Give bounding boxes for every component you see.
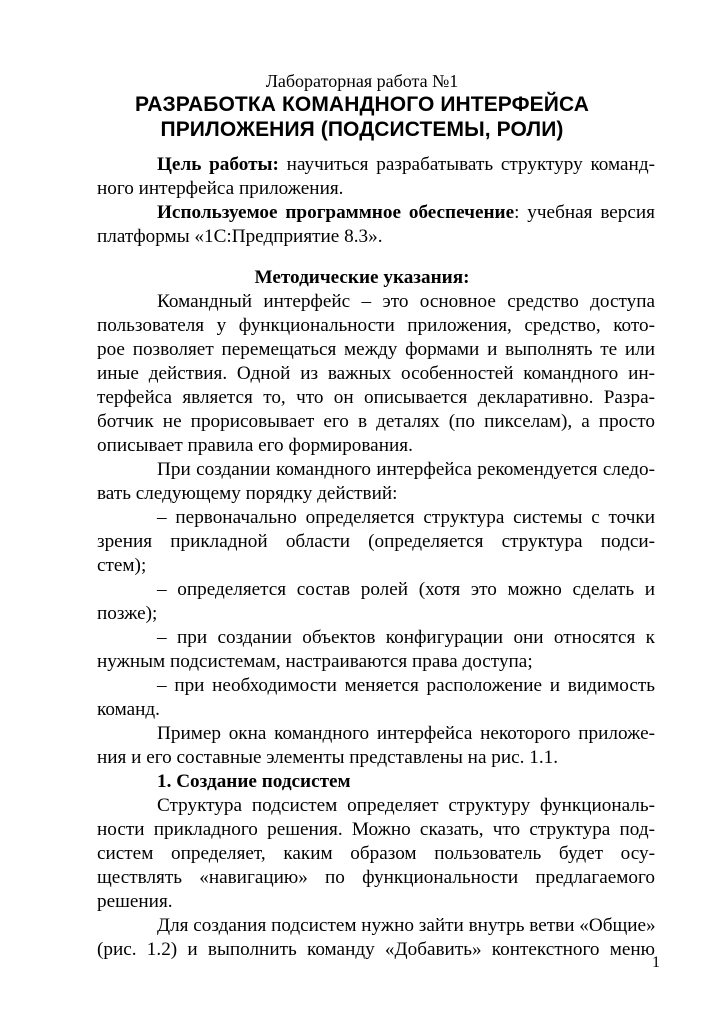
method-p1-line: иные действия. Одной из важных особенностей командного ин-: [97, 363, 655, 384]
method-p3-line: Пример окна командного интерфейса некоторого приложе-: [157, 723, 655, 744]
software-line-1: [157, 201, 655, 225]
method-p1-line: ботчик не прорисовывает его в деталях (по пикселам), а просто: [97, 411, 655, 432]
goal-text: научиться разрабатывать структуру команд-: [278, 154, 655, 175]
title-line-1: РАЗРАБОТКА КОМАНДНОГО ИНТЕРФЕЙСА: [135, 93, 589, 116]
title-line-2: ПРИЛОЖЕНИЯ (ПОДСИСТЕМЫ, РОЛИ): [160, 118, 564, 141]
method-p2-line: вать следующему порядку действий:: [97, 483, 398, 504]
section-1-p2-line: (рис. 1.2) и выполнить команду «Добавить» контекстного меню: [97, 939, 655, 960]
list-item-4-line: команд.: [97, 699, 160, 720]
list-item-4-line: – при необходимости меняется расположение и видимость: [157, 675, 655, 696]
method-heading: Методические указания:: [254, 267, 470, 288]
section-1-p1-line: систем определяет, каким образом пользователь будет осу-: [97, 843, 655, 864]
list-item-3-line: – при создании объектов конфигурации они относятся к: [157, 627, 655, 648]
goal-line-2: ного интерфейса приложения.: [97, 178, 344, 199]
section-1-p2-line: Для создания подсистем нужно зайти внутрь ветви «Общие»: [157, 915, 656, 936]
section-1-heading: 1. Создание подсистем: [157, 771, 351, 792]
section-1-p1-line: ности прикладного решения. Можно сказать, что структура под-: [97, 819, 655, 840]
lab-number: Лабораторная работа №1: [265, 71, 459, 91]
method-p1-line: пользователя у функциональности приложения, средство, кото-: [97, 315, 655, 336]
goal-line-1: [157, 153, 655, 177]
section-1-p1-line: ществлять «навигацию» по функциональности предлагаемого: [97, 867, 655, 888]
list-item-3-line: нужным подсистемам, настраиваются права доступа;: [97, 651, 533, 672]
method-p3-line: ния и его составные элементы представлены на рис. 1.1.: [97, 747, 559, 768]
software-text: : учебная версия: [514, 202, 655, 223]
list-item-2-line: позже);: [97, 603, 158, 624]
method-p1-line: рое позволяет перемещаться между формами и выполнять те или: [97, 339, 655, 360]
method-p2-line: При создании командного интерфейса рекомендуется следо-: [157, 459, 655, 480]
list-item-1-line: зрения прикладной области (определяется структура подси-: [97, 531, 655, 552]
section-1-p1-line: Структура подсистем определяет структуру функциональ-: [157, 795, 655, 816]
page-number: 1: [652, 954, 660, 971]
method-p1-line: описывает правила его формирования.: [97, 435, 413, 456]
method-p1-line: Командный интерфейс – это основное средство доступа: [157, 291, 655, 312]
list-item-1-line: – первоначально определяется структура системы с точки: [157, 507, 655, 528]
software-label: Используемое программное обеспечение: [157, 202, 515, 223]
software-line-2: платформы «1С:Предприятие 8.3».: [97, 226, 383, 247]
method-p1-line: терфейса является то, что он описывается декларативно. Разра-: [97, 387, 655, 408]
section-1-p1-line: решения.: [97, 891, 173, 912]
list-item-2-line: – определяется состав ролей (хотя это можно сделать и: [157, 579, 655, 600]
list-item-1-line: стем);: [97, 555, 147, 576]
goal-label: Цель работы:: [157, 154, 279, 175]
